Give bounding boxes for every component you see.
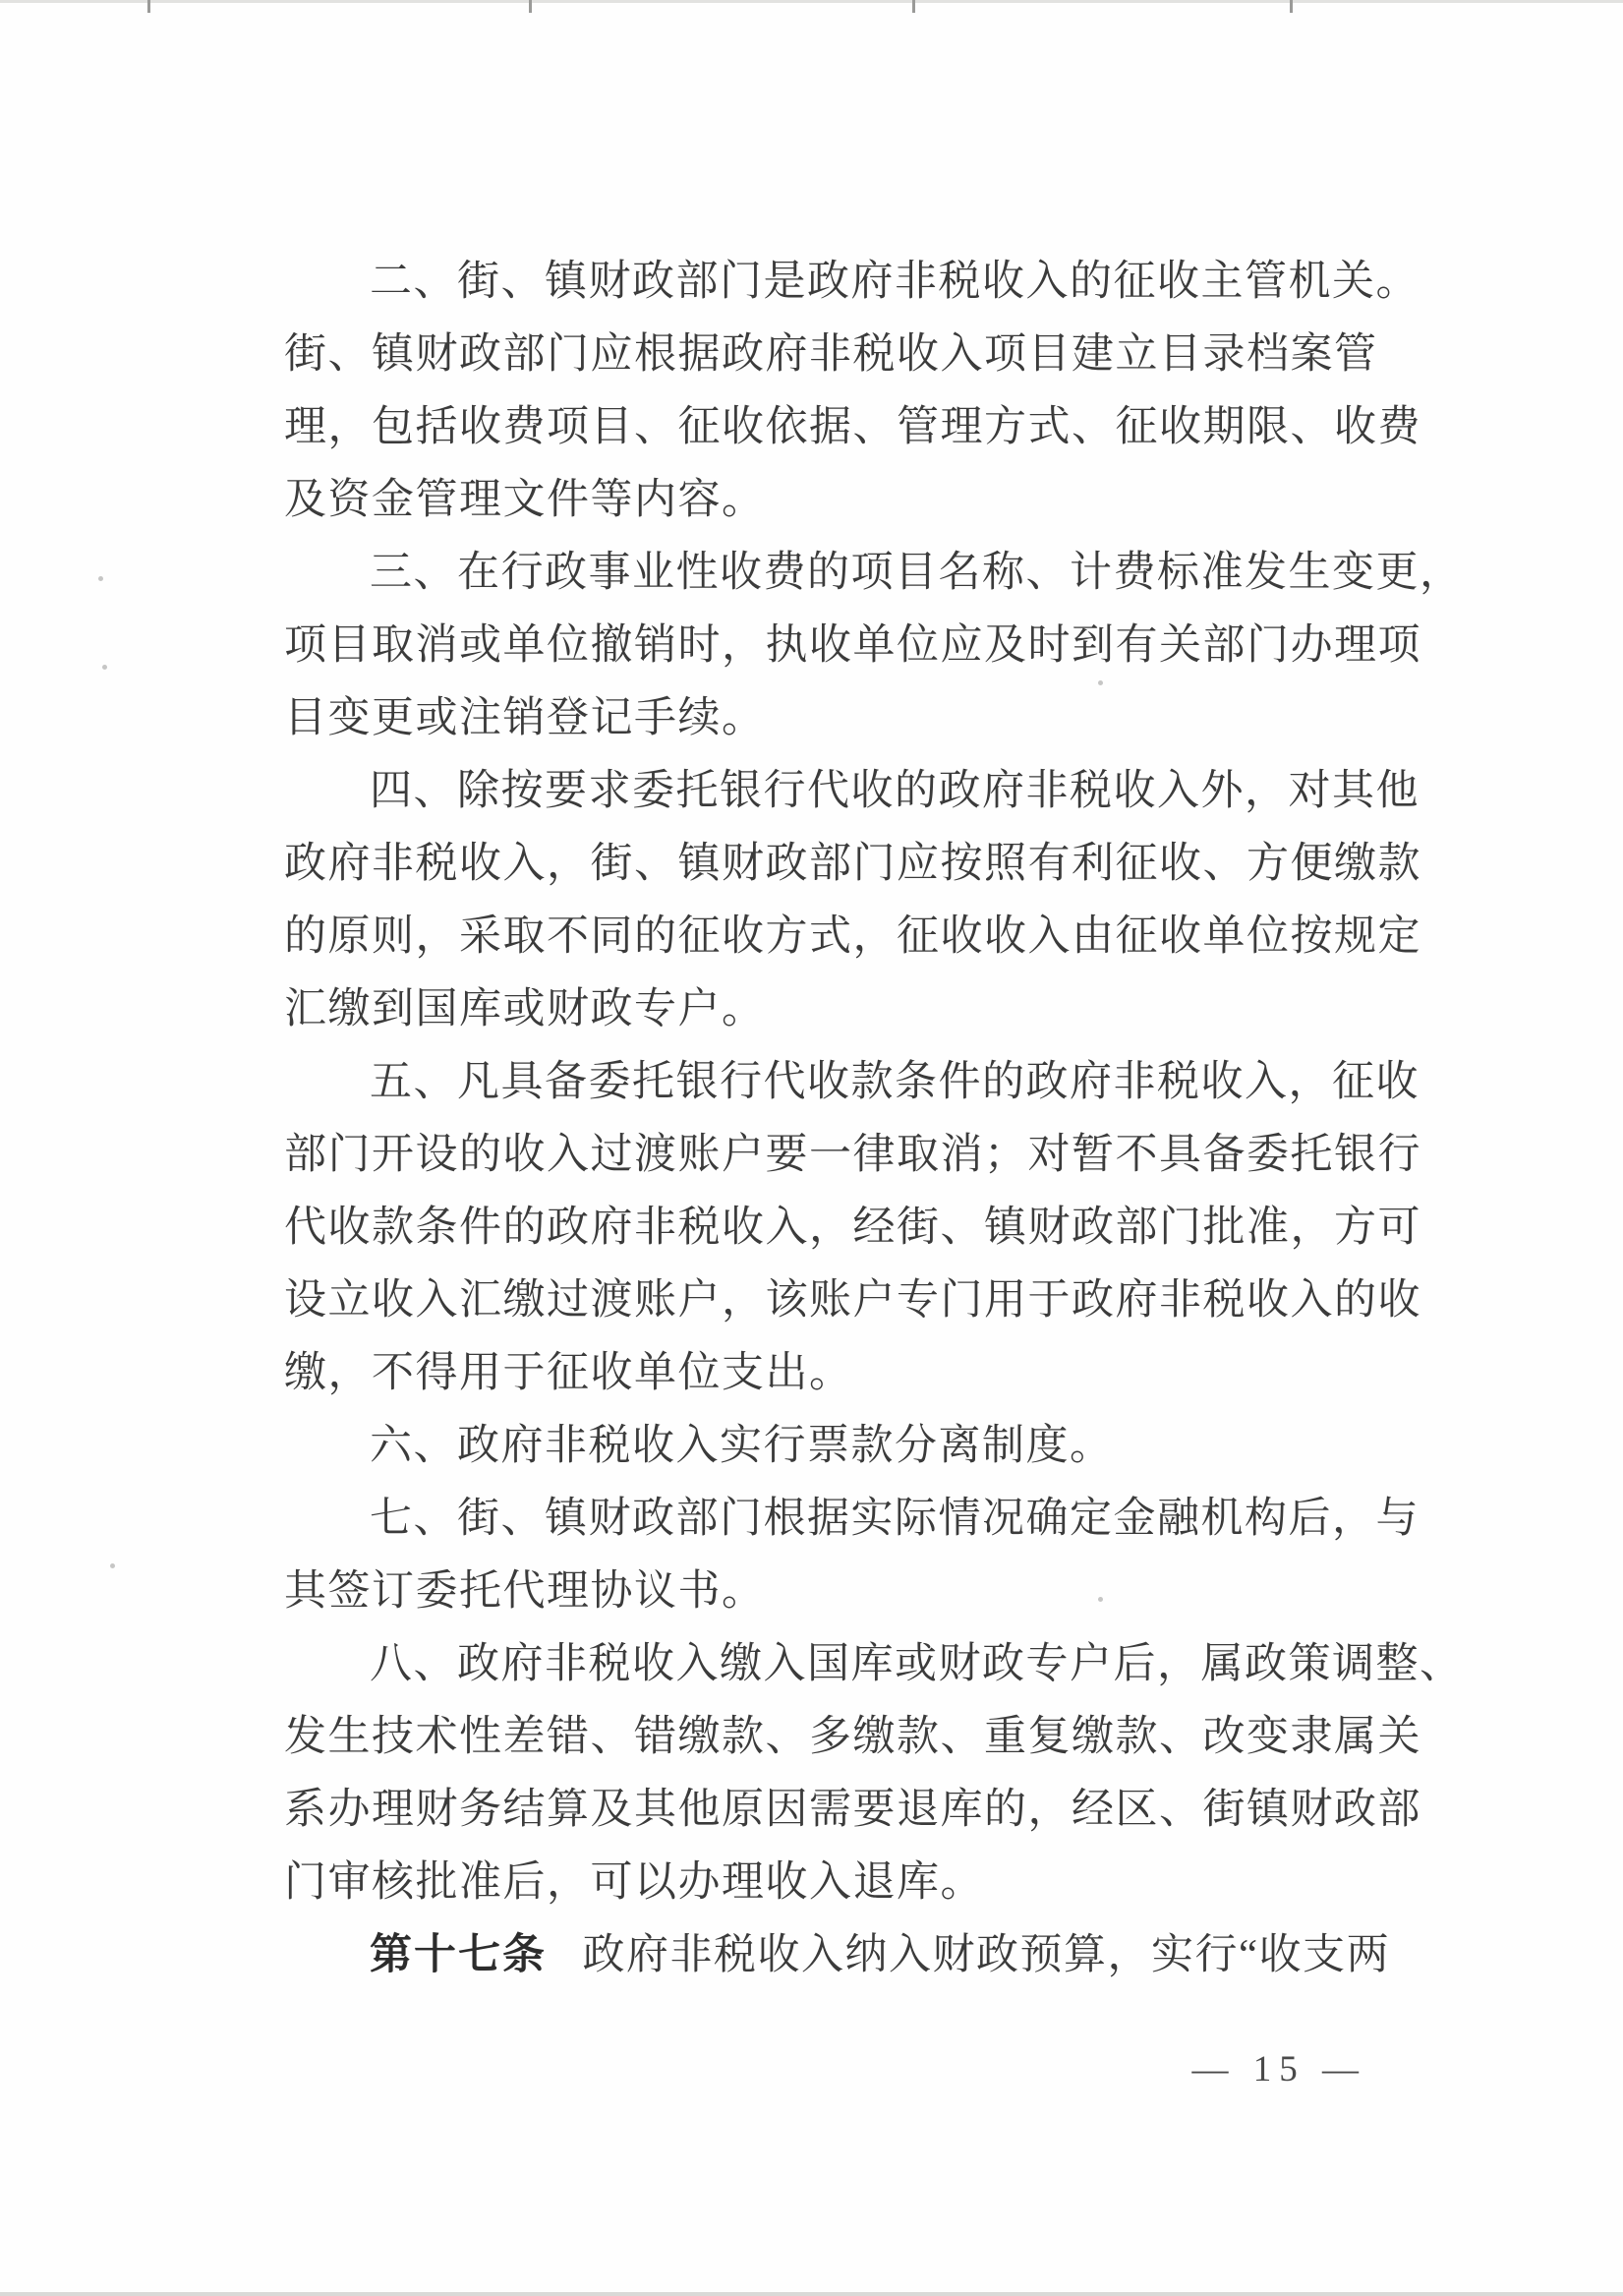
text-line: 三、在行政事业性收费的项目名称、计费标准发生变更， [370,550,1464,596]
scan-tick-mark [912,0,915,13]
text-segment: 政府非税收入纳入财政预算，实行“收支两 [582,1932,1391,1978]
scan-edge-top-artifact [0,0,1623,3]
text-line: 五、凡具备委托银行代收款条件的政府非税收入，征收 [370,1059,1420,1105]
text-line: 缴，不得用于征收单位支出。 [284,1350,853,1396]
text-line: 汇缴到国库或财政专户。 [284,986,766,1032]
text-line: 部门开设的收入过渡账户要一律取消；对暂不具备委托银行 [284,1132,1421,1178]
scan-tick-mark [147,0,150,13]
text-line [284,1919,1391,1992]
text-line: 四、除按要求委托银行代收的政府非税收入外，对其他 [370,768,1420,814]
document-body-text [284,246,1464,1992]
text-line: 系办理财务结算及其他原因需要退库的，经区、街镇财政部 [284,1787,1421,1833]
text-line: 其签订委托代理协议书。 [284,1568,766,1615]
text-line: 门审核批准后，可以办理收入退库。 [284,1859,984,1906]
text-line: 目变更或注销登记手续。 [284,695,766,741]
scan-tick-mark [1290,0,1293,13]
text-line: 的原则，采取不同的征收方式，征收收入由征收单位按规定 [284,913,1421,960]
scan-speck [98,576,103,581]
text-line: 设立收入汇缴过渡账户，该账户专门用于政府非税收入的收 [284,1277,1421,1324]
text-line: 代收款条件的政府非税收入，经街、镇财政部门批准，方可 [284,1205,1421,1251]
text-line: 八、政府非税收入缴入国库或财政专户后，属政策调整、 [370,1641,1464,1687]
scan-edge-bottom-artifact [0,2292,1623,2296]
text-line: 六、政府非税收入实行票款分离制度。 [370,1423,1114,1469]
text-line: 二、街、镇财政部门是政府非税收入的征收主管机关。 [370,259,1420,305]
scan-speck [110,1563,115,1568]
page-number-label: — 15 — [1191,2049,1366,2090]
scan-tick-mark [529,0,532,13]
page-number [1192,2047,1367,2092]
text-line: 理，包括收费项目、征收依据、管理方式、征收期限、收费 [284,404,1421,450]
text-line: 街、镇财政部门应根据政府非税收入项目建立目录档案管 [284,331,1378,378]
text-line: 政府非税收入，街、镇财政部门应按照有利征收、方便缴款 [284,841,1421,887]
article-number-heading: 第十七条 [370,1932,547,1978]
scan-speck [102,665,107,670]
text-line: 及资金管理文件等内容。 [284,477,766,523]
text-line: 七、街、镇财政部门根据实际情况确定金融机构后，与 [370,1496,1420,1542]
text-line: 项目取消或单位撤销时，执收单位应及时到有关部门办理项 [284,622,1421,669]
text-line: 发生技术性差错、错缴款、多缴款、重复缴款、改变隶属关 [284,1714,1421,1760]
